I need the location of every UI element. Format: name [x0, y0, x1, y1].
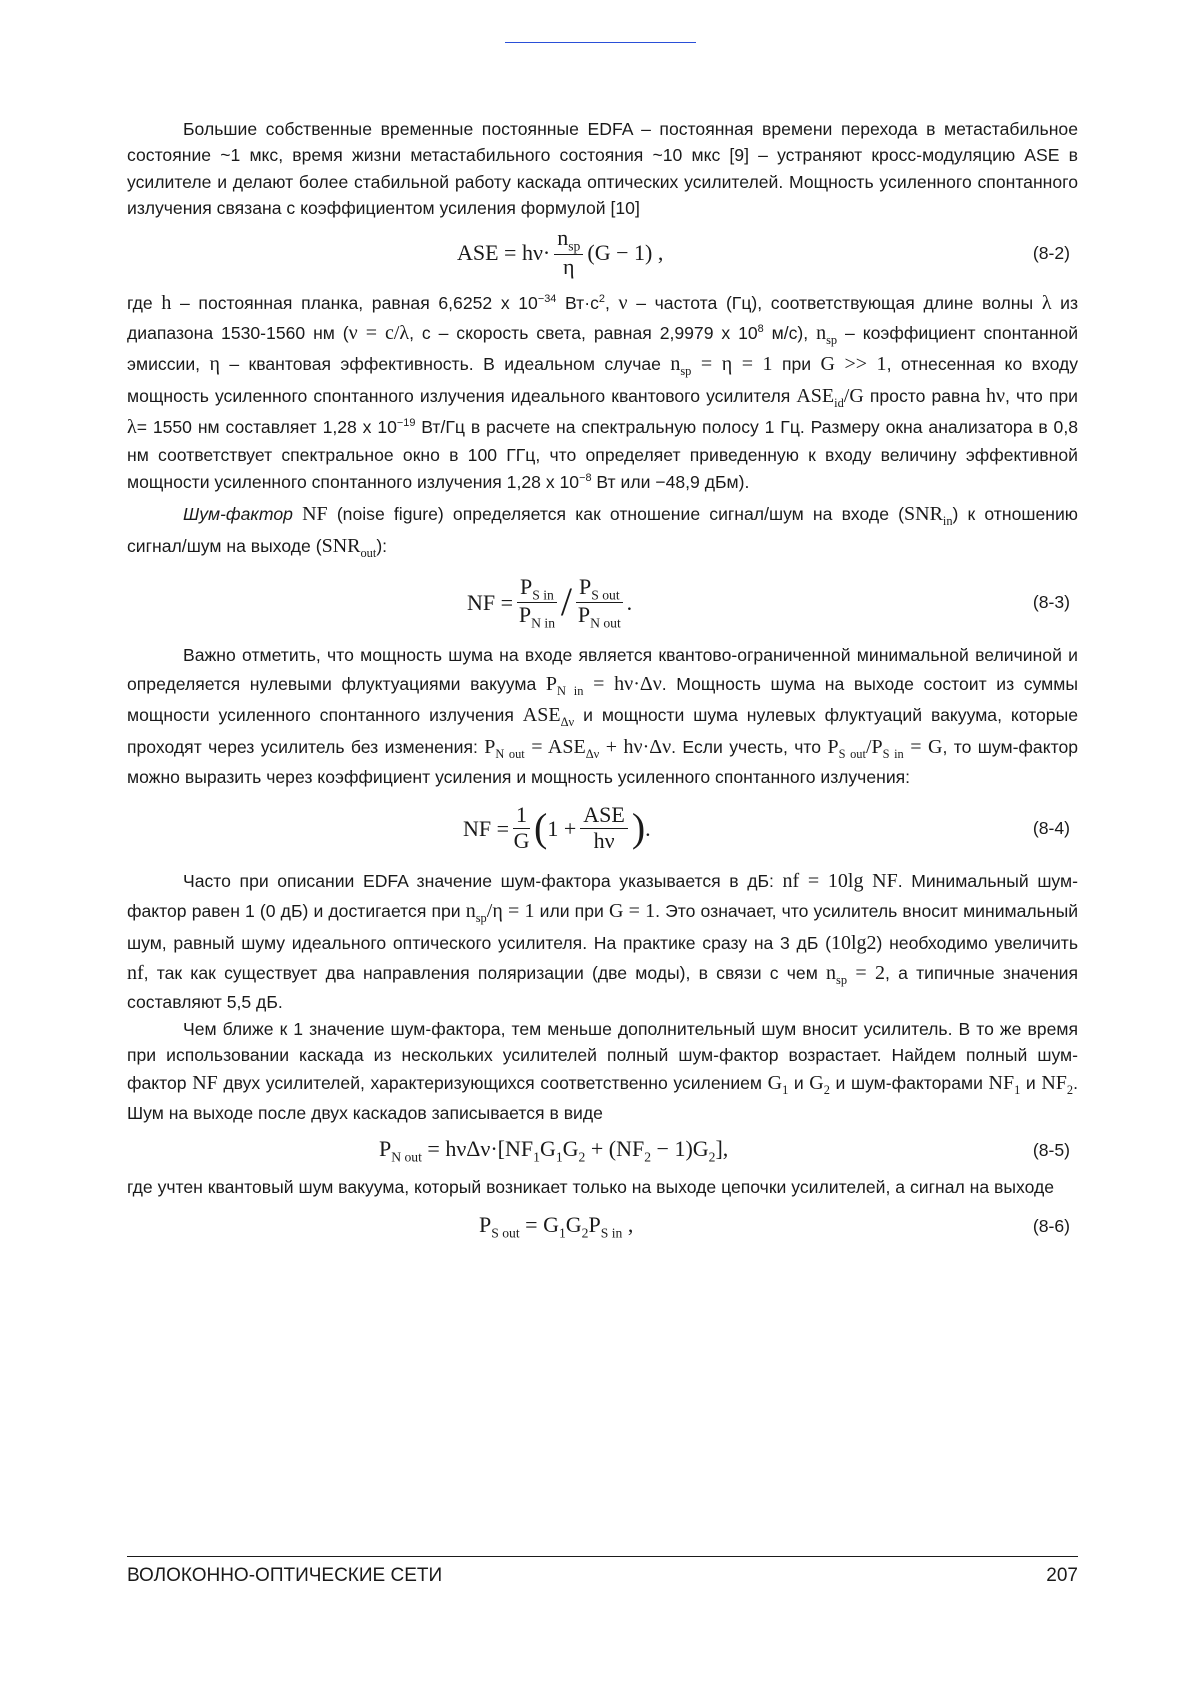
equation-number: (8-5)	[1032, 1140, 1070, 1161]
paragraph-5: Часто при описании EDFA значение шум-фактора указывается в дБ: nf = 10lg NF. Минимальный шум-фактор равен 1 (0 дБ) и достигается при $n_{sp}/\eta = 1$ или при G = 1. Это означает, что усилитель вносит минимальный шум, равный шуму идеального оптического усилителя. На практике сразу на 3 дБ (10lg2) необходимо увеличить nf, так как существует два направления поляризации (две моды), в связи с чем $n_{sp} = 2$, а типичные значения составляют 5,5 дБ.	[127, 870, 1079, 1013]
running-title: ВОЛОКОННО-ОПТИЧЕСКИЕ СЕТИ	[127, 1565, 443, 1586]
paragraph-4: Важно отметить, что мощность шума на входе является квантово-ограниченной минимальной величиной и определяется нулевыми флуктуациями вакуума $P_{N in} = h\nu\cdot\Delta\nu$. Мощность шума на выходе состоит из суммы мощности усиленного спонтанного излучения $ASE_{\Delta\nu}$ и мощности шума нулевых флуктуаций вакуума, которые проходят через усилитель без изменения: $P_{N out} = ASE_{\Delta\nu} + h\nu\cdot\Delta\nu$. Если учесть, что $P_{S out}/P_{S in} = G$, то шум-фактор можно выразить через коэффициент усиления и мощность усиленного спонтанного излучения:	[127, 645, 1079, 787]
footer-rule	[127, 1556, 1078, 1557]
paragraph-1: Большие собственные временные постоянные EDFA – постоянная времени перехода в метастабильное состояние ~1 мкс, время жизни метастабильного состояния ~10 мкс [9] – устраняют кросс-модуляцию ASE в усилителе и делают более стабильной работу каскада оптических усилителей. Мощность усиленного спонтанного излучения связана с коэффициентом усиления формулой [10]	[127, 119, 1078, 219]
paragraph-3: Шум-фактор NF (noise figure) определяется как отношение сигнал/шум на входе $(SNR_{in})$ к отношению сигнал/шум на выходе $(SNR_{out})$:	[127, 503, 1079, 560]
equation-8-3: NF = $\frac{P_{S in}}{P_{N in}}$ / $\frac{P_{S out}}{P_{N out}}$ . (8-3)	[467, 573, 1070, 631]
equation-number: (8-2)	[1032, 242, 1070, 263]
equation-8-4: NF = $\frac{1}{G}$ ( 1 + $\frac{\text{ASE}}{h\nu}$ ) . (8-4)	[463, 802, 1070, 853]
equation-number: (8-4)	[1032, 817, 1070, 838]
equation-8-6: $P_{S out} = G_1G_2P_{S in}$ , (8-6)	[479, 1211, 1070, 1241]
page-footer	[127, 1556, 1078, 1587]
paragraph-7: где учтен квантовый шум вакуума, который возникает только на выходе цепочки усилителей, а сигнал на выходе	[127, 1177, 1055, 1198]
equation-number: (8-3)	[1032, 592, 1070, 613]
page-number: 207	[1046, 1565, 1078, 1586]
paragraph-2: где h – постоянная планка, равная 6,6252 x $10^{-34}$ $Вт\cdot с^2$, ν – частота (Гц), соответствующая длине волны λ из диапазона 1530-1560 нм (ν = c/λ, c – скорость света, равная 2,9979 x $10^8$ м/с), $n_{sp}$ – коэффициент спонтанной эмиссии, η – квантовая эффективность. В идеальном случае $n_{sp} = \eta = 1$ при G >> 1, отнесенная ко входу мощность усиленного спонтанного излучения идеального квантового усилителя $ASE_{id}/G$ просто равна hν, что при λ= 1550 нм составляет 1,28 x $10^{-19}$ Вт/Гц в расчете на спектральную полосу 1 Гц. Размеру окна анализатора в 0,8 нм соответствует спектральное окно в 100 ГГц, что определяет приведенную к входу величину эффективной мощности усиленного спонтанного излучения 1,28 x $10^{-8}$ Вт или −48,9 дБм).	[127, 291, 1079, 492]
equation-number: (8-6)	[1032, 1215, 1070, 1236]
equation-8-2: ASE = hν· $\frac{n_{sp}}{\eta}$ (G − 1) , (8-2)	[457, 225, 1070, 279]
equation-8-5: $P_{N out} = h\nu\Delta\nu\cdot[NF_1G_1G_2 + (NF_2 - 1)G_2]$, (8-5)	[379, 1136, 1070, 1165]
top-rule	[505, 42, 696, 43]
paragraph-6: Чем ближе к 1 значение шум-фактора, тем меньше дополнительный шум вносит усилитель. В то же время при использовании каскада из нескольких усилителей полный шум-фактор возрастает. Найдем полный шум-фактор NF двух усилителей, характеризующихся соответственно усилением $G_1$ и $G_2$ и шум-факторами $NF_1$ и $NF_2$. Шум на выходе после двух каскадов записывается в виде	[127, 1018, 1078, 1123]
page-body	[127, 116, 1078, 1251]
